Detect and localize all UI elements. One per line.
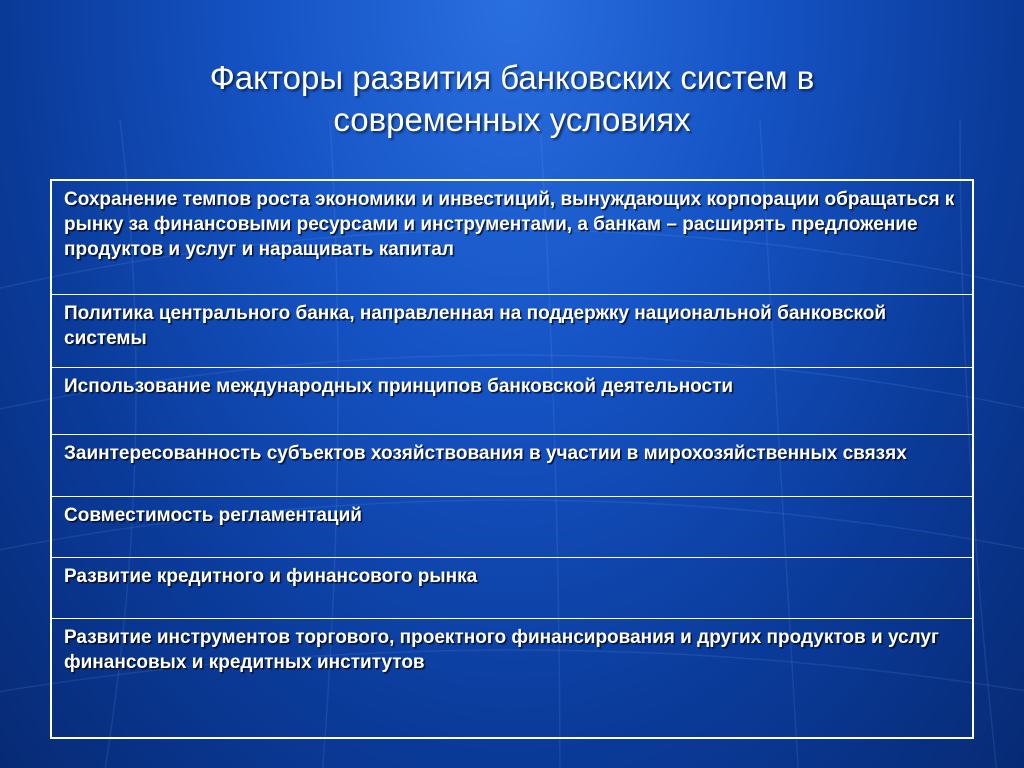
factors-table — [50, 179, 974, 739]
slide-title — [0, 57, 1024, 141]
factor-row-5: Совместимость регламентаций — [52, 496, 972, 557]
factor-row-4: Заинтересованность субъектов хозяйствования в участии в мирохозяйственных связях — [52, 434, 972, 496]
slide-title-line-2: современных условиях — [333, 101, 691, 138]
factor-row-6: Развитие кредитного и финансового рынка — [52, 557, 972, 618]
factor-row-2: Политика центрального банка, направленная на поддержку национальной банковской системы — [52, 294, 972, 367]
factor-row-7: Развитие инструментов торгового, проектного финансирования и других продуктов и услуг финансовых и кредитных институтов — [52, 618, 972, 737]
factor-row-3: Использование международных принципов банковской деятельности — [52, 367, 972, 434]
factor-row-1: Сохранение темпов роста экономики и инвестиций, вынуждающих корпорации обращаться к рынку за финансовыми ресурсами и инструментами, а банкам – расширять предложение продуктов и услуг и наращивать капитал — [64, 189, 955, 260]
slide-title-line-1: Факторы развития банковских систем в — [209, 59, 815, 96]
